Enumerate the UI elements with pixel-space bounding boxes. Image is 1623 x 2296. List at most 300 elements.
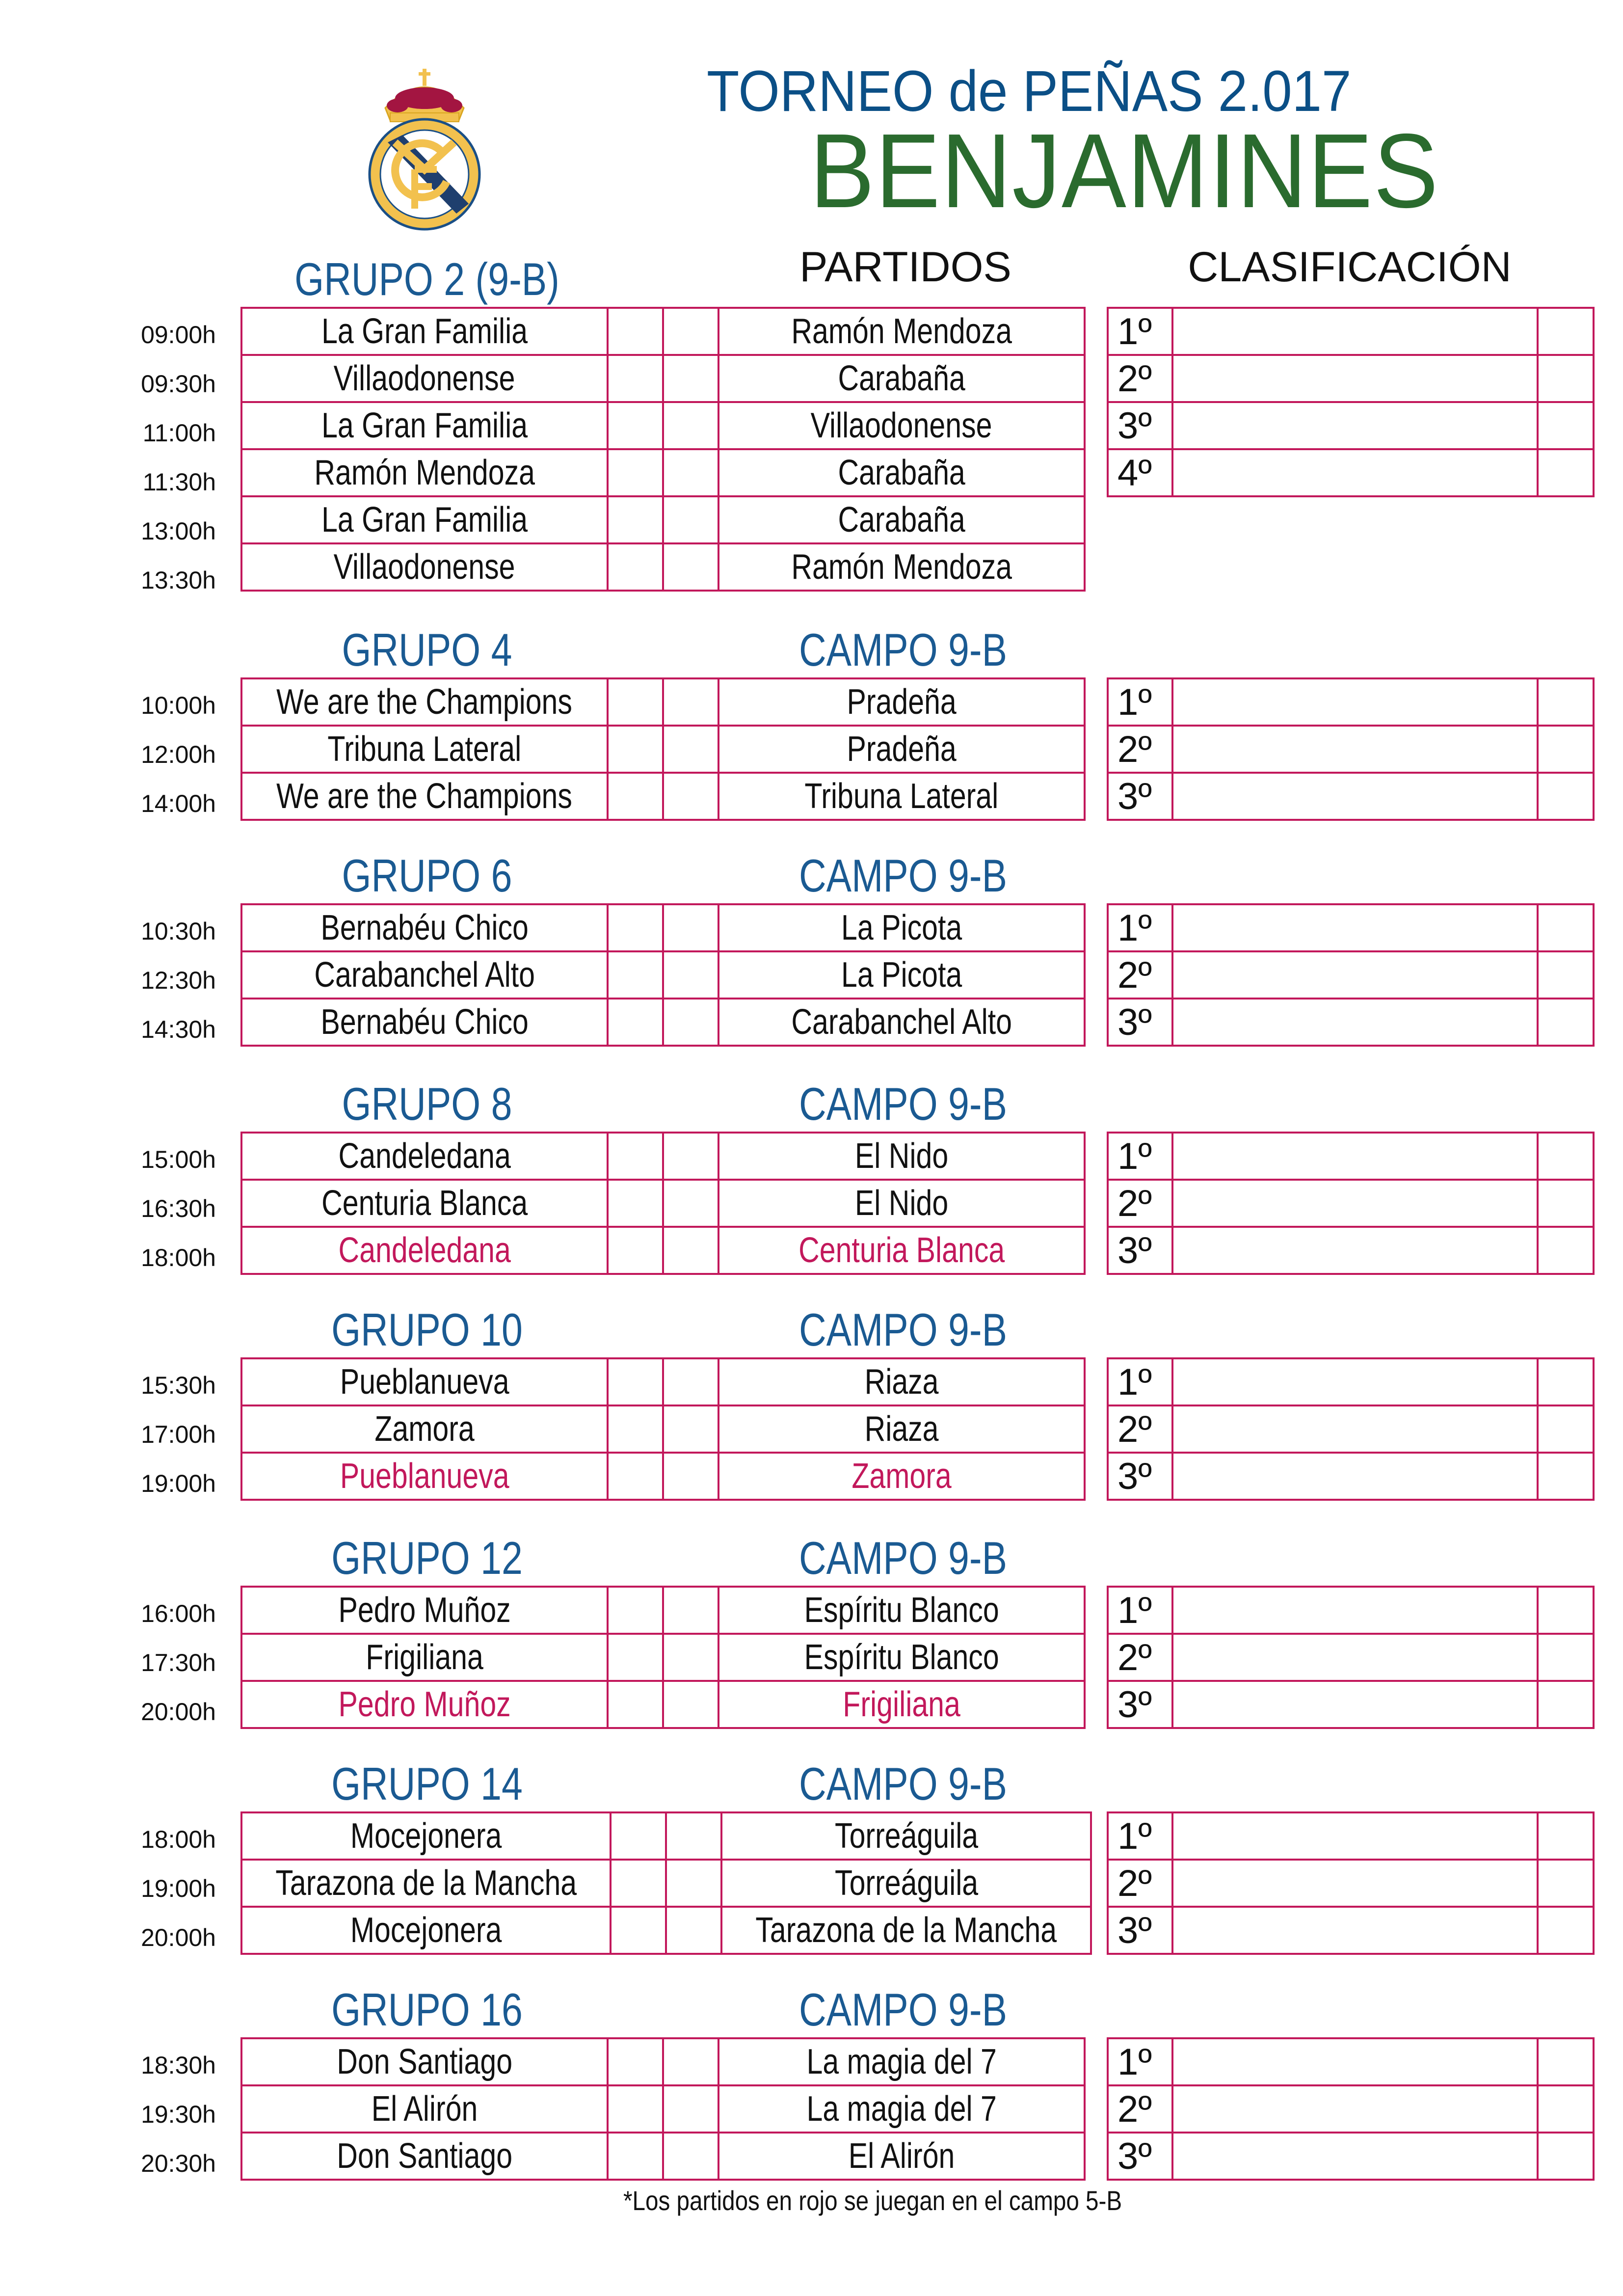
matches-column-header: PARTIDOS — [799, 243, 1011, 291]
away-team-cell — [721, 1907, 1091, 1954]
standings-team-input[interactable] — [1172, 2038, 1538, 2085]
away-score-input[interactable] — [663, 2133, 718, 2180]
match-row — [241, 2133, 1085, 2180]
crown-icon — [385, 69, 464, 122]
away-team-name: Frigiliana — [843, 1685, 960, 1724]
home-team-cell — [241, 449, 608, 496]
home-team-cell — [241, 1227, 608, 1274]
home-score-input[interactable] — [608, 1133, 663, 1180]
standings-points-input[interactable] — [1538, 449, 1594, 496]
home-team-name: Bernabéu Chico — [320, 908, 529, 947]
standings-team-input[interactable] — [1172, 355, 1538, 402]
match-row — [241, 308, 1085, 355]
home-team-cell — [241, 1453, 608, 1500]
home-score-input[interactable] — [608, 1227, 663, 1274]
position-label: 2º — [1108, 1405, 1172, 1453]
standings-points-input[interactable] — [1538, 999, 1594, 1046]
standings-row — [1108, 1907, 1594, 1954]
away-score-input[interactable] — [663, 999, 718, 1046]
field-heading: CAMPO 9-B — [798, 1532, 1008, 1584]
standings-row — [1108, 1681, 1594, 1728]
away-team-name: Espíritu Blanco — [804, 1591, 999, 1630]
home-team-cell — [241, 496, 608, 543]
away-score-input[interactable] — [663, 2085, 718, 2133]
home-team-name: Pueblanueva — [340, 1362, 509, 1402]
away-team-cell — [718, 678, 1085, 726]
home-team-cell — [241, 904, 608, 951]
away-team-name: Ramón Mendoza — [791, 547, 1012, 587]
standings-points-input[interactable] — [1538, 726, 1594, 773]
position-label: 2º — [1108, 726, 1172, 773]
match-time: 16:30h — [141, 1195, 216, 1222]
away-score-input[interactable] — [663, 1587, 718, 1634]
standings-points-input[interactable] — [1538, 355, 1594, 402]
position-label: 3º — [1108, 999, 1172, 1046]
group-heading: GRUPO 10 — [331, 1304, 523, 1355]
standings-team-input[interactable] — [1172, 1634, 1538, 1681]
matches-table — [240, 1357, 1086, 1501]
standings-team-input[interactable] — [1172, 1453, 1538, 1500]
match-time: 19:00h — [141, 1470, 216, 1497]
standings-team-input[interactable] — [1172, 2085, 1538, 2133]
matches-table — [240, 2037, 1086, 2181]
standings-points-input[interactable] — [1538, 1133, 1594, 1180]
home-score-input[interactable] — [608, 1358, 663, 1405]
standings-team-input[interactable] — [1172, 1587, 1538, 1634]
away-score-input[interactable] — [663, 308, 718, 355]
home-score-input[interactable] — [608, 1180, 663, 1227]
match-time: 19:30h — [141, 2101, 216, 2128]
away-team-cell — [718, 1227, 1085, 1274]
standings-team-input[interactable] — [1172, 1907, 1538, 1954]
away-team-cell — [718, 2085, 1085, 2133]
standings-points-input[interactable] — [1538, 678, 1594, 726]
match-time: 20:00h — [141, 1698, 216, 1726]
standings-points-input[interactable] — [1538, 308, 1594, 355]
standings-team-input[interactable] — [1172, 1681, 1538, 1728]
away-team-cell — [718, 1358, 1085, 1405]
home-team-cell — [241, 951, 608, 999]
away-score-input[interactable] — [666, 1812, 721, 1860]
away-score-input[interactable] — [663, 2038, 718, 2085]
match-time: 14:30h — [141, 1016, 216, 1043]
home-team-name: Don Santiago — [337, 2136, 512, 2176]
home-team-cell — [241, 1860, 611, 1907]
away-team-cell — [718, 2038, 1085, 2085]
home-team-name: Zamora — [374, 1409, 475, 1449]
home-team-cell — [241, 1907, 611, 1954]
home-team-cell — [241, 543, 608, 591]
away-score-input[interactable] — [663, 496, 718, 543]
away-score-input[interactable] — [663, 1453, 718, 1500]
away-team-name: Tribuna Lateral — [804, 777, 999, 816]
home-team-name: La Gran Familia — [321, 406, 528, 445]
away-team-name: La magia del 7 — [806, 2089, 997, 2129]
home-score-input[interactable] — [608, 726, 663, 773]
away-team-cell — [718, 2133, 1085, 2180]
home-team-cell — [241, 1587, 608, 1634]
matches-table — [240, 1586, 1086, 1729]
standings-points-input[interactable] — [1538, 1453, 1594, 1500]
away-score-input[interactable] — [663, 726, 718, 773]
standings-team-input[interactable] — [1172, 402, 1538, 449]
away-team-name: Carabaña — [838, 453, 965, 492]
home-score-input[interactable] — [608, 308, 663, 355]
group-heading: GRUPO 16 — [331, 1984, 523, 2035]
field-heading: CAMPO 9-B — [798, 1758, 1008, 1810]
match-row — [241, 355, 1085, 402]
home-team-cell — [241, 1812, 611, 1860]
match-row — [241, 1453, 1085, 1500]
matches-table — [240, 1132, 1086, 1275]
field-heading: CAMPO 9-B — [798, 850, 1008, 901]
standings-team-input[interactable] — [1172, 1812, 1538, 1860]
standings-row — [1108, 1812, 1594, 1860]
standings-points-input[interactable] — [1538, 1860, 1594, 1907]
standings-table — [1107, 903, 1595, 1047]
home-score-input[interactable] — [608, 355, 663, 402]
standings-table — [1107, 1586, 1595, 1729]
position-label: 3º — [1108, 2133, 1172, 2180]
position-label: 1º — [1108, 2038, 1172, 2085]
standings-row — [1108, 402, 1594, 449]
home-team-cell — [241, 999, 608, 1046]
standings-row — [1108, 2085, 1594, 2133]
matches-table — [240, 903, 1086, 1047]
standings-row — [1108, 1358, 1594, 1405]
position-label: 3º — [1108, 1227, 1172, 1274]
match-row — [241, 2085, 1085, 2133]
home-score-input[interactable] — [608, 951, 663, 999]
away-score-input[interactable] — [663, 1180, 718, 1227]
away-score-input[interactable] — [663, 1133, 718, 1180]
home-team-cell — [241, 402, 608, 449]
match-row — [241, 1907, 1091, 1954]
home-team-name: Pedro Muñoz — [338, 1685, 511, 1724]
standings-team-input[interactable] — [1172, 773, 1538, 820]
home-score-input[interactable] — [608, 1405, 663, 1453]
match-time: 20:30h — [141, 2150, 216, 2177]
away-score-input[interactable] — [663, 1227, 718, 1274]
standings-team-input[interactable] — [1172, 1133, 1538, 1180]
match-time: 10:30h — [141, 918, 216, 945]
match-row — [241, 449, 1085, 496]
position-label: 1º — [1108, 1133, 1172, 1180]
home-score-input[interactable] — [608, 999, 663, 1046]
home-score-input[interactable] — [608, 1587, 663, 1634]
away-team-name: El Nido — [854, 1184, 949, 1223]
match-time: 18:30h — [141, 2052, 216, 2079]
footnote: *Los partidos en rojo se juegan en el campo 5-B — [623, 2185, 1122, 2216]
standings-team-input[interactable] — [1172, 1358, 1538, 1405]
field-heading: CAMPO 9-B — [798, 624, 1008, 675]
match-row — [241, 543, 1085, 591]
standings-table — [1107, 1357, 1595, 1501]
home-team-cell — [241, 355, 608, 402]
home-score-input[interactable] — [611, 1812, 666, 1860]
away-team-cell — [718, 496, 1085, 543]
match-time: 11:00h — [142, 419, 216, 447]
away-team-cell — [718, 1180, 1085, 1227]
match-time: 13:00h — [141, 517, 216, 545]
standings-points-input[interactable] — [1538, 2038, 1594, 2085]
away-team-name: Zamora — [851, 1457, 952, 1496]
match-row — [241, 1860, 1091, 1907]
away-score-input[interactable] — [663, 1358, 718, 1405]
home-team-cell — [241, 308, 608, 355]
match-row — [241, 951, 1085, 999]
away-team-cell — [718, 951, 1085, 999]
match-row — [241, 1133, 1085, 1180]
home-team-name: We are the Champions — [276, 777, 573, 816]
field-heading: CAMPO 9-B — [798, 1984, 1008, 2035]
away-team-name: Carabaña — [838, 500, 965, 540]
standings-points-input[interactable] — [1538, 773, 1594, 820]
match-row — [241, 2038, 1085, 2085]
standings-team-input[interactable] — [1172, 308, 1538, 355]
standings-team-input[interactable] — [1172, 1180, 1538, 1227]
away-score-input[interactable] — [663, 773, 718, 820]
standings-team-input[interactable] — [1172, 1227, 1538, 1274]
home-score-input[interactable] — [608, 678, 663, 726]
home-score-input[interactable] — [608, 904, 663, 951]
away-team-cell — [718, 1634, 1085, 1681]
standings-points-input[interactable] — [1538, 1405, 1594, 1453]
away-team-name: Riaza — [864, 1409, 939, 1449]
home-team-cell — [241, 2133, 608, 2180]
standings-points-input[interactable] — [1538, 904, 1594, 951]
home-team-cell — [241, 1681, 608, 1728]
away-team-cell — [718, 999, 1085, 1046]
standings-team-input[interactable] — [1172, 449, 1538, 496]
position-label: 1º — [1108, 904, 1172, 951]
away-score-input[interactable] — [663, 402, 718, 449]
group-heading: GRUPO 6 — [342, 850, 512, 901]
position-label: 1º — [1108, 308, 1172, 355]
home-team-cell — [241, 726, 608, 773]
away-team-name: Ramón Mendoza — [791, 312, 1012, 351]
position-label: 3º — [1108, 1453, 1172, 1500]
position-label: 2º — [1108, 1860, 1172, 1907]
away-team-cell — [718, 543, 1085, 591]
away-team-name: Pradeña — [847, 682, 957, 722]
away-score-input[interactable] — [663, 1681, 718, 1728]
home-score-input[interactable] — [608, 543, 663, 591]
group-heading: GRUPO 2 (9-B) — [294, 253, 559, 305]
home-team-name: Frigiliana — [366, 1638, 483, 1677]
match-row — [241, 402, 1085, 449]
group-heading: GRUPO 8 — [342, 1078, 512, 1130]
away-team-name: La Picota — [841, 955, 962, 995]
field-heading: CAMPO 9-B — [798, 1078, 1008, 1130]
standings-team-input[interactable] — [1172, 2133, 1538, 2180]
away-team-cell — [718, 1133, 1085, 1180]
standings-points-input[interactable] — [1538, 2133, 1594, 2180]
standings-table — [1107, 2037, 1595, 2181]
match-time: 15:30h — [141, 1372, 216, 1399]
standings-points-input[interactable] — [1538, 1587, 1594, 1634]
standings-row — [1108, 1634, 1594, 1681]
home-score-input[interactable] — [608, 449, 663, 496]
match-time: 13:30h — [141, 567, 216, 594]
standings-row — [1108, 1180, 1594, 1227]
position-label: 2º — [1108, 1180, 1172, 1227]
away-score-input[interactable] — [666, 1860, 721, 1907]
home-team-name: Candeledana — [338, 1231, 511, 1270]
standings-team-input[interactable] — [1172, 726, 1538, 773]
matches-table — [240, 307, 1086, 592]
home-score-input[interactable] — [608, 1453, 663, 1500]
home-team-name: Tribuna Lateral — [327, 729, 522, 769]
standings-row — [1108, 308, 1594, 355]
away-team-cell — [718, 726, 1085, 773]
position-label: 3º — [1108, 1681, 1172, 1728]
position-label: 3º — [1108, 773, 1172, 820]
standings-points-input[interactable] — [1538, 1358, 1594, 1405]
home-score-input[interactable] — [611, 1860, 666, 1907]
standings-team-input[interactable] — [1172, 999, 1538, 1046]
home-score-input[interactable] — [611, 1907, 666, 1954]
match-time: 18:00h — [141, 1826, 216, 1853]
club-crest-logo — [351, 56, 498, 233]
match-row — [241, 496, 1085, 543]
away-team-cell — [721, 1860, 1091, 1907]
home-score-input[interactable] — [608, 1634, 663, 1681]
away-team-cell — [718, 402, 1085, 449]
home-team-cell — [241, 773, 608, 820]
match-row — [241, 678, 1085, 726]
match-time: 14:00h — [141, 790, 216, 817]
away-team-cell — [718, 449, 1085, 496]
away-score-input[interactable] — [663, 951, 718, 999]
home-team-name: Pedro Muñoz — [338, 1591, 511, 1630]
away-team-name: El Alirón — [848, 2136, 955, 2176]
position-label: 1º — [1108, 1812, 1172, 1860]
field-heading: CAMPO 9-B — [798, 1304, 1008, 1355]
standings-team-input[interactable] — [1172, 1860, 1538, 1907]
home-team-name: Don Santiago — [337, 2042, 512, 2081]
home-score-input[interactable] — [608, 2133, 663, 2180]
standings-points-input[interactable] — [1538, 1180, 1594, 1227]
away-team-name: La Picota — [841, 908, 962, 947]
standings-team-input[interactable] — [1172, 1405, 1538, 1453]
home-score-input[interactable] — [608, 773, 663, 820]
standings-row — [1108, 1133, 1594, 1180]
away-team-name: Carabanchel Alto — [791, 1002, 1012, 1042]
home-team-cell — [241, 1358, 608, 1405]
home-score-input[interactable] — [608, 402, 663, 449]
home-team-name: La Gran Familia — [321, 312, 528, 351]
standings-team-input[interactable] — [1172, 678, 1538, 726]
standings-points-input[interactable] — [1538, 1227, 1594, 1274]
standings-row — [1108, 1405, 1594, 1453]
match-row — [241, 999, 1085, 1046]
match-row — [241, 1227, 1085, 1274]
away-team-name: Centuria Blanca — [798, 1231, 1005, 1270]
away-score-input[interactable] — [663, 449, 718, 496]
away-team-cell — [718, 1453, 1085, 1500]
standings-points-input[interactable] — [1538, 2085, 1594, 2133]
position-label: 1º — [1108, 678, 1172, 726]
home-team-name: Mocejonera — [350, 1816, 502, 1856]
match-time: 10:00h — [141, 692, 216, 719]
standings-team-input[interactable] — [1172, 951, 1538, 999]
home-team-name: Ramón Mendoza — [314, 453, 535, 492]
match-row — [241, 1180, 1085, 1227]
standings-row — [1108, 773, 1594, 820]
away-team-cell — [718, 773, 1085, 820]
home-team-name: Mocejonera — [350, 1911, 502, 1950]
away-score-input[interactable] — [663, 1405, 718, 1453]
home-score-input[interactable] — [608, 496, 663, 543]
match-time: 09:00h — [141, 321, 216, 349]
position-label: 1º — [1108, 1358, 1172, 1405]
away-score-input[interactable] — [663, 678, 718, 726]
home-team-cell — [241, 678, 608, 726]
standings-column-header: CLASIFICACIÓN — [1188, 243, 1512, 291]
home-team-name: Bernabéu Chico — [320, 1002, 529, 1042]
match-row — [241, 1358, 1085, 1405]
position-label: 3º — [1108, 1907, 1172, 1954]
page-subtitle: BENJAMINES — [810, 111, 1439, 230]
match-time: 19:00h — [141, 1875, 216, 1902]
home-score-input[interactable] — [608, 2038, 663, 2085]
standings-row — [1108, 1860, 1594, 1907]
away-score-input[interactable] — [663, 904, 718, 951]
standings-team-input[interactable] — [1172, 904, 1538, 951]
away-score-input[interactable] — [663, 355, 718, 402]
away-score-input[interactable] — [663, 543, 718, 591]
away-score-input[interactable] — [666, 1907, 721, 1954]
standings-points-input[interactable] — [1538, 402, 1594, 449]
home-score-input[interactable] — [608, 2085, 663, 2133]
standings-points-input[interactable] — [1538, 1812, 1594, 1860]
away-team-name: Tarazona de la Mancha — [755, 1911, 1057, 1950]
home-team-cell — [241, 1405, 608, 1453]
position-label: 4º — [1108, 449, 1172, 496]
away-team-name: Villaodonense — [811, 406, 992, 445]
standings-row — [1108, 2133, 1594, 2180]
standings-points-input[interactable] — [1538, 951, 1594, 999]
match-time: 12:30h — [141, 967, 216, 994]
away-team-cell — [721, 1812, 1091, 1860]
standings-points-input[interactable] — [1538, 1681, 1594, 1728]
home-team-cell — [241, 1180, 608, 1227]
standings-points-input[interactable] — [1538, 1634, 1594, 1681]
match-row — [241, 773, 1085, 820]
standings-table — [1107, 677, 1595, 821]
away-team-cell — [718, 1587, 1085, 1634]
standings-row — [1108, 1227, 1594, 1274]
match-time: 16:00h — [141, 1600, 216, 1627]
standings-row — [1108, 678, 1594, 726]
standings-row — [1108, 904, 1594, 951]
home-team-name: El Alirón — [371, 2089, 478, 2129]
standings-points-input[interactable] — [1538, 1907, 1594, 1954]
standings-row — [1108, 449, 1594, 496]
group-heading: GRUPO 4 — [342, 624, 512, 675]
standings-row — [1108, 355, 1594, 402]
position-label: 2º — [1108, 951, 1172, 999]
away-team-name: Carabaña — [838, 359, 965, 398]
home-score-input[interactable] — [608, 1681, 663, 1728]
group-heading: GRUPO 14 — [331, 1758, 523, 1810]
match-time: 20:00h — [141, 1924, 216, 1951]
away-team-name: Torreáguila — [834, 1816, 978, 1856]
home-team-cell — [241, 2085, 608, 2133]
match-time: 18:00h — [141, 1244, 216, 1271]
away-score-input[interactable] — [663, 1634, 718, 1681]
